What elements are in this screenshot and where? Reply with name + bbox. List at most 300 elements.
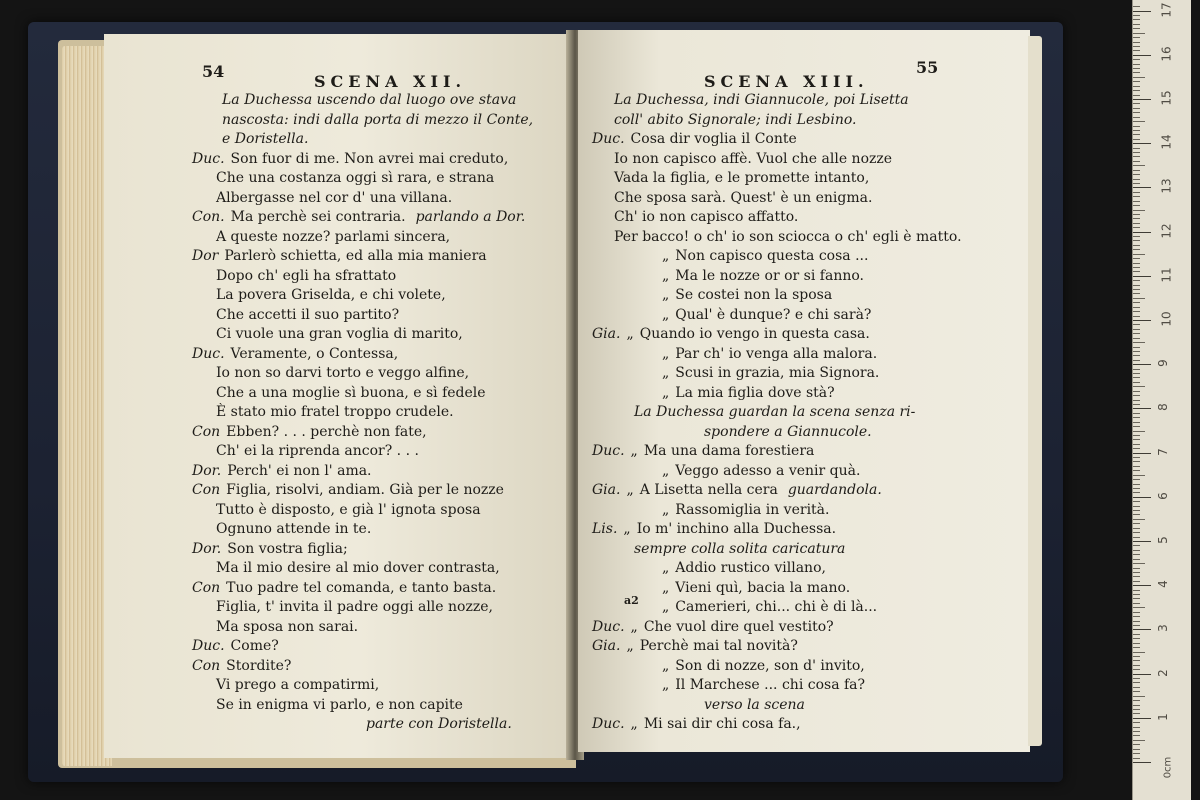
line-text: Che una costanza oggi sì rara, e strana	[216, 170, 495, 186]
ruler-tick	[1133, 59, 1140, 60]
ruler-tick	[1133, 152, 1140, 153]
line-text: A queste nozze? parlami sincera,	[216, 228, 451, 245]
ruler-tick	[1133, 126, 1140, 127]
ruler-tick	[1133, 316, 1140, 317]
ruler-tick	[1133, 506, 1140, 507]
text-line	[216, 404, 454, 421]
line-text: Dopo ch' egli ha sfrattato	[216, 267, 397, 284]
text-line	[614, 92, 909, 109]
text-line	[662, 346, 877, 363]
ruler-tick	[1133, 417, 1140, 418]
ruler-tick	[1133, 227, 1140, 228]
ruler-tick	[1133, 271, 1140, 272]
ruler-tick	[1133, 218, 1140, 219]
quote-mark: „	[662, 345, 670, 362]
text-line	[216, 619, 358, 636]
ruler-tick	[1133, 50, 1140, 51]
ruler-tick	[1133, 148, 1140, 149]
line-text: Stordite?	[226, 657, 292, 674]
text-line	[592, 638, 798, 655]
ruler-tick	[1133, 470, 1140, 471]
ruler-tick	[1133, 156, 1140, 157]
line-text: Figlia, risolvi, andiam. Già per le nozze	[226, 482, 504, 498]
text-line	[704, 424, 872, 441]
ruler-tick	[1133, 205, 1140, 206]
text-line	[614, 112, 857, 129]
quote-mark: „	[662, 677, 670, 693]
ruler-tick	[1133, 298, 1145, 299]
ruler-tick	[1133, 581, 1140, 582]
line-text: Per bacco! o ch' io son sciocca o ch' egli è matto.	[614, 228, 962, 245]
ruler-label: 10	[1159, 311, 1174, 327]
ruler-tick	[1133, 598, 1140, 599]
text-line	[192, 541, 348, 558]
line-text: Rassomiglia in verità.	[675, 501, 830, 518]
line-text: nascosta: indi dalla porta di mezzo il Conte,	[222, 111, 534, 128]
ruler-tick	[1133, 285, 1140, 286]
ruler-label: 12	[1159, 222, 1174, 239]
ruler-tick	[1133, 682, 1140, 683]
ruler-tick	[1133, 722, 1140, 723]
ruler-tick	[1133, 232, 1151, 233]
text-line	[662, 365, 879, 382]
text-line	[592, 131, 797, 148]
ruler-tick	[1133, 439, 1140, 440]
speaker-label: Con	[192, 482, 221, 498]
ruler-tick	[1133, 572, 1140, 573]
ruler-tick	[1133, 183, 1140, 184]
line-text: Tutto è disposto, e già l' ignota sposa	[216, 501, 481, 518]
ruler-tick	[1133, 514, 1140, 515]
ruler-tick	[1133, 360, 1140, 361]
ruler-tick	[1133, 643, 1140, 644]
line-text: Che sposa sarà. Quest' è un enigma.	[614, 189, 873, 206]
line-text: La mia figlia dove stà?	[675, 384, 835, 401]
text-line	[592, 619, 834, 636]
ruler-tick	[1133, 170, 1140, 171]
ruler-tick	[1133, 395, 1140, 396]
quote-mark: „	[662, 248, 670, 264]
quote-mark: „	[630, 618, 638, 635]
ruler-tick	[1133, 705, 1140, 706]
ruler-label: 16	[1159, 46, 1174, 62]
text-line	[216, 190, 452, 207]
ruler-label: 2	[1155, 668, 1170, 677]
line-text: Figlia, t' invita il padre oggi alle nozze,	[216, 599, 493, 615]
line-text: Tuo padre tel comanda, e tanto basta.	[226, 579, 497, 596]
quote-mark: „	[662, 599, 670, 615]
ruler-tick	[1133, 488, 1140, 489]
ruler-label: 6	[1155, 491, 1170, 500]
speaker-label: Gia.	[592, 638, 621, 654]
ruler-tick	[1133, 329, 1140, 330]
line-text: Perch' ei non l' ama.	[227, 462, 372, 479]
text-line	[216, 697, 463, 714]
ruler-tick	[1133, 192, 1140, 193]
text-line	[662, 248, 868, 265]
scene-title: SCENA XIII.	[704, 72, 869, 91]
ruler-tick	[1133, 293, 1140, 294]
speaker-label: Con	[192, 579, 221, 596]
text-line	[216, 307, 399, 324]
ruler-tick	[1133, 161, 1140, 162]
ruler-label: 3	[1155, 624, 1170, 633]
page-number: 55	[916, 58, 939, 77]
ruler-tick	[1133, 338, 1140, 339]
line-text: Quando io vengo in questa casa.	[639, 326, 870, 342]
ruler-tick	[1133, 762, 1151, 763]
ruler-tick	[1133, 629, 1151, 630]
text-line	[192, 482, 504, 499]
text-line	[662, 658, 865, 675]
ruler-tick	[1133, 413, 1140, 414]
line-text: Non capisco questa cosa ...	[675, 248, 869, 264]
ruler-tick	[1133, 19, 1140, 20]
ruler-tick	[1133, 404, 1140, 405]
quote-mark: „	[626, 482, 634, 498]
line-text: Il Marchese ... chi cosa fa?	[675, 677, 866, 693]
line-text: Ch' io non capisco affatto.	[614, 209, 799, 225]
ruler-tick	[1133, 201, 1140, 202]
ruler-tick	[1133, 687, 1140, 688]
ruler-tick	[1133, 86, 1140, 87]
ruler-label: 9	[1155, 359, 1170, 368]
ruler-tick	[1133, 324, 1140, 325]
ruler-tick	[1133, 187, 1151, 188]
ruler-tick	[1133, 501, 1140, 502]
text-line	[662, 287, 832, 304]
ruler-tick	[1133, 99, 1151, 100]
ruler-label: 1	[1155, 712, 1170, 721]
ruler-tick	[1133, 638, 1140, 639]
ruler-label: 11	[1159, 267, 1174, 283]
ruler-tick	[1133, 550, 1140, 551]
ruler-tick	[1133, 249, 1140, 250]
line-text: Perchè mai tal novità?	[639, 638, 798, 654]
ruler-tick	[1133, 386, 1145, 387]
ruler-tick	[1133, 240, 1140, 241]
line-text: Parlerò schietta, ed alla mia maniera	[224, 248, 487, 264]
speaker-label: Con.	[192, 209, 225, 225]
ruler-tick	[1133, 342, 1145, 343]
text-line	[216, 677, 379, 694]
text-line	[662, 307, 871, 324]
text-line	[216, 326, 463, 343]
line-text: Che a una moglie sì buona, e sì fedele	[216, 384, 486, 401]
ruler-tick	[1133, 263, 1140, 264]
ruler-tick	[1133, 457, 1140, 458]
text-line	[192, 209, 525, 226]
stage-direction: parlando a Dor.	[415, 209, 526, 225]
ruler-tick	[1133, 351, 1140, 352]
text-line	[662, 502, 829, 519]
text-line	[216, 521, 371, 538]
speaker-label: Con	[192, 423, 221, 440]
ruler-tick	[1133, 369, 1140, 370]
ruler-tick	[1133, 95, 1140, 96]
ruler-tick	[1133, 616, 1140, 617]
text-line	[216, 170, 494, 187]
line-text: Ma sposa non sarai.	[216, 618, 359, 635]
ruler-tick	[1133, 612, 1140, 613]
ruler-tick	[1133, 448, 1140, 449]
ruler-tick	[1133, 621, 1140, 622]
text-line	[592, 326, 870, 343]
ruler-tick	[1133, 245, 1140, 246]
ruler-tick	[1133, 510, 1140, 511]
ruler-tick	[1133, 696, 1145, 697]
signature-mark: a2	[624, 594, 639, 607]
ruler-tick	[1133, 758, 1140, 759]
scene-title: SCENA XII.	[314, 72, 467, 91]
ruler-tick	[1133, 731, 1140, 732]
text-line	[216, 443, 419, 460]
text-line	[592, 521, 836, 538]
text-line	[222, 92, 516, 109]
speaker-label: Duc.	[592, 131, 625, 147]
ruler-tick	[1133, 497, 1151, 498]
ruler-tick	[1133, 6, 1140, 7]
ruler-tick	[1133, 307, 1140, 308]
text-line	[704, 697, 805, 714]
ruler-tick	[1133, 90, 1140, 91]
speaker-label: Duc.	[592, 618, 625, 635]
ruler-tick	[1133, 11, 1151, 12]
quote-mark: „	[662, 365, 670, 381]
ruler-label: 13	[1159, 178, 1174, 195]
line-text: Ma il mio desire al mio dover contrasta,	[216, 560, 500, 576]
text-line	[216, 268, 396, 285]
measuring-ruler	[1132, 0, 1191, 800]
line-text: Vi prego a compatirmi,	[216, 677, 380, 693]
line-text: La Duchessa uscendo dal luogo ove stava	[222, 92, 517, 108]
ruler-tick	[1133, 652, 1145, 653]
ruler-tick	[1133, 103, 1140, 104]
ruler-tick	[1133, 665, 1140, 666]
text-line	[366, 716, 512, 733]
ruler-label: 15	[1159, 90, 1174, 106]
ruler-tick	[1133, 15, 1140, 16]
text-line	[216, 599, 493, 616]
line-text: Vada la figlia, e le promette intanto,	[614, 170, 870, 186]
ruler-tick	[1133, 68, 1140, 69]
speaker-label: Duc.	[192, 150, 225, 167]
quote-mark: „	[630, 716, 638, 732]
ruler-tick	[1133, 585, 1151, 586]
text-line	[192, 638, 279, 655]
line-text: Scusi in grazia, mia Signora.	[675, 365, 880, 381]
ruler-tick	[1133, 108, 1140, 109]
ruler-tick	[1133, 625, 1140, 626]
quote-mark: „	[662, 501, 670, 518]
ruler-tick	[1133, 236, 1140, 237]
quote-mark: „	[662, 287, 670, 303]
page-edge	[1028, 36, 1042, 746]
ruler-tick	[1133, 660, 1140, 661]
ruler-tick	[1133, 280, 1140, 281]
ruler-tick	[1133, 519, 1145, 520]
ruler-tick	[1133, 718, 1151, 719]
line-text: È stato mio fratel troppo crudele.	[216, 404, 454, 420]
speaker-label: Duc.	[592, 443, 625, 459]
line-text: Che vuol dire quel vestito?	[643, 618, 834, 635]
speaker-label: Gia.	[592, 326, 621, 342]
text-line	[192, 424, 427, 441]
ruler-tick	[1133, 568, 1140, 569]
ruler-tick	[1133, 267, 1140, 268]
speaker-label: Duc.	[592, 716, 625, 732]
text-line	[614, 190, 872, 207]
ruler-tick	[1133, 559, 1140, 560]
line-text: Camerieri, chi... chi è di là...	[675, 599, 878, 615]
text-line	[634, 404, 915, 421]
ruler-tick	[1133, 130, 1140, 131]
quote-mark: „	[662, 267, 670, 284]
ruler-tick	[1133, 408, 1151, 409]
ruler-tick	[1133, 214, 1140, 215]
text-line	[192, 463, 372, 480]
line-text: Ma una dama forestiera	[643, 443, 815, 459]
quote-mark: „	[662, 384, 670, 401]
ruler-tick	[1133, 523, 1140, 524]
left-page	[104, 34, 570, 758]
ruler-tick	[1133, 492, 1140, 493]
page-number: 54	[202, 62, 225, 81]
line-text: Se in enigma vi parlo, e non capite	[216, 696, 463, 713]
text-line	[662, 268, 864, 285]
right-page	[578, 30, 1030, 752]
ruler-tick	[1133, 81, 1140, 82]
ruler-tick	[1133, 117, 1140, 118]
text-line	[192, 346, 398, 363]
text-line	[216, 385, 486, 402]
ruler-tick	[1133, 400, 1140, 401]
text-line	[592, 443, 814, 460]
ruler-tick	[1133, 674, 1151, 675]
text-line	[192, 248, 487, 265]
ruler-label: 4	[1155, 580, 1170, 589]
ruler-tick	[1133, 700, 1140, 701]
line-text: Che accetti il suo partito?	[216, 306, 400, 323]
ruler-tick	[1133, 55, 1151, 56]
ruler-tick	[1133, 77, 1145, 78]
ruler-tick	[1133, 669, 1140, 670]
ruler-tick	[1133, 607, 1145, 608]
ruler-tick	[1133, 302, 1140, 303]
ruler-tick	[1133, 254, 1145, 255]
ruler-tick	[1133, 210, 1145, 211]
line-text: Veramente, o Contessa,	[230, 345, 399, 362]
ruler-label: 7	[1155, 447, 1170, 456]
ruler-tick	[1133, 382, 1140, 383]
line-text: Mi sai dir chi cosa fa.,	[643, 716, 801, 732]
ruler-tick	[1133, 563, 1145, 564]
ruler-tick	[1133, 134, 1140, 135]
ruler-tick	[1133, 139, 1140, 140]
stage-direction: guardandola.	[787, 482, 882, 498]
ruler-tick	[1133, 33, 1145, 34]
ruler-tick	[1133, 554, 1140, 555]
line-text: Io non capisco affè. Vuol che alle nozze	[614, 150, 893, 167]
text-line	[216, 229, 450, 246]
quote-mark: „	[626, 326, 634, 342]
ruler-tick	[1133, 647, 1140, 648]
line-text: Ci vuole una gran voglia di marito,	[216, 326, 463, 342]
line-text: Io m' inchino alla Duchessa.	[636, 521, 837, 537]
line-text: Cosa dir voglia il Conte	[630, 131, 797, 147]
quote-mark: „	[662, 657, 670, 674]
ruler-label: 8	[1155, 403, 1170, 412]
ruler-tick	[1133, 475, 1145, 476]
text-line	[614, 151, 892, 168]
text-line	[614, 229, 962, 246]
ruler-tick	[1133, 72, 1140, 73]
ruler-tick	[1133, 289, 1140, 290]
ruler-tick	[1133, 466, 1140, 467]
ruler-tick	[1133, 727, 1140, 728]
ruler-tick	[1133, 64, 1140, 65]
quote-mark: „	[662, 579, 670, 596]
ruler-tick	[1133, 749, 1140, 750]
text-line	[216, 287, 446, 304]
line-text: parte con Doristella.	[366, 716, 512, 732]
ruler-tick	[1133, 422, 1140, 423]
text-line	[662, 677, 865, 694]
line-text: verso la scena	[704, 696, 805, 713]
text-line	[192, 580, 496, 597]
ruler-tick	[1133, 42, 1140, 43]
text-line	[662, 385, 835, 402]
ruler-tick	[1133, 431, 1145, 432]
ruler-tick	[1133, 594, 1140, 595]
quote-mark: „	[662, 560, 670, 576]
ruler-tick	[1133, 528, 1140, 529]
line-text: Come?	[230, 638, 279, 654]
line-text: Son vostra figlia;	[227, 540, 348, 557]
ruler-tick	[1133, 537, 1140, 538]
ruler-tick	[1133, 143, 1151, 144]
ruler-tick	[1133, 165, 1145, 166]
ruler-tick	[1133, 545, 1140, 546]
speaker-label: Dor	[192, 248, 219, 264]
ruler-tick	[1133, 713, 1140, 714]
text-line	[592, 482, 882, 499]
ruler-tick	[1133, 333, 1140, 334]
ruler-tick	[1133, 391, 1140, 392]
ruler-tick	[1133, 753, 1140, 754]
text-line	[614, 170, 869, 187]
line-text: Qual' è dunque? e chi sarà?	[675, 306, 872, 323]
line-text: La Duchessa guardan la scena senza ri-	[634, 404, 916, 420]
ruler-unit: 0cm	[1162, 756, 1174, 779]
speaker-label: Dor.	[192, 540, 222, 557]
ruler-tick	[1133, 377, 1140, 378]
ruler-tick	[1133, 541, 1151, 542]
line-text: Ebben? . . . perchè non fate,	[226, 423, 427, 440]
speaker-label: Gia.	[592, 482, 621, 498]
quote-mark: „	[623, 521, 631, 537]
ruler-tick	[1133, 603, 1140, 604]
ruler-tick	[1133, 37, 1140, 38]
line-text: Albergasse nel cor d' una villana.	[216, 189, 453, 206]
text-line	[662, 580, 850, 597]
ruler-tick	[1133, 479, 1140, 480]
ruler-label: 14	[1159, 134, 1174, 150]
ruler-tick	[1133, 112, 1140, 113]
ruler-tick	[1133, 364, 1151, 365]
ruler-tick	[1133, 320, 1151, 321]
text-line	[216, 560, 500, 577]
